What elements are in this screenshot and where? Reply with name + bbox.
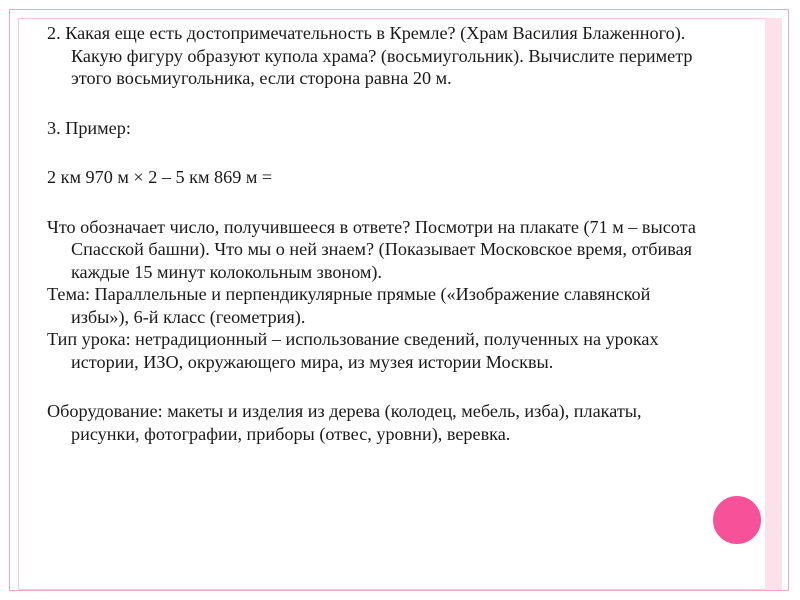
paragraph-math-expression: 2 км 970 м × 2 – 5 км 869 м = bbox=[47, 167, 273, 187]
paragraph-topic: Тема: Параллельные и перпендикулярные прямые («Изображение славянской избы»), 6-й класс (геометрия). bbox=[47, 284, 651, 327]
spacer bbox=[47, 90, 702, 117]
paragraph-question-2: 2. Какая еще есть достопримечательность в Кремле? (Храм Василия Блаженного). Какую фигуру образуют купола храма? (восьмиугольник). Вычислите периметр этого восьмиугольника, если сторона равна 20 м. bbox=[47, 23, 693, 88]
paragraph-lesson-type: Тип урока: нетрадиционный – использование сведений, полученных на уроках истории, ИЗО, окружающего мира, из музея истории Москвы. bbox=[47, 329, 659, 372]
paragraph-example-heading: 3. Пример: bbox=[47, 117, 131, 138]
decorative-circle bbox=[709, 492, 765, 548]
paragraph-answer-question: Что обозначает число, получившееся в ответе? Посмотри на плакате (71 м – высота Спасской башни). Что мы о ней знаем? (Показывает Московское время, отбивая каждые 15 минут колокольным звоном). bbox=[47, 216, 696, 282]
spacer bbox=[47, 373, 702, 400]
paragraph-equipment: Оборудование: макеты и изделия из дерева (колодец, мебель, изба), плакаты, рисунки, фотографии, приборы (отвес, уровни), веревка. bbox=[47, 401, 642, 444]
spacer bbox=[47, 189, 702, 216]
decorative-side-band bbox=[765, 18, 782, 590]
slide-body bbox=[47, 22, 702, 445]
spacer bbox=[47, 139, 702, 166]
